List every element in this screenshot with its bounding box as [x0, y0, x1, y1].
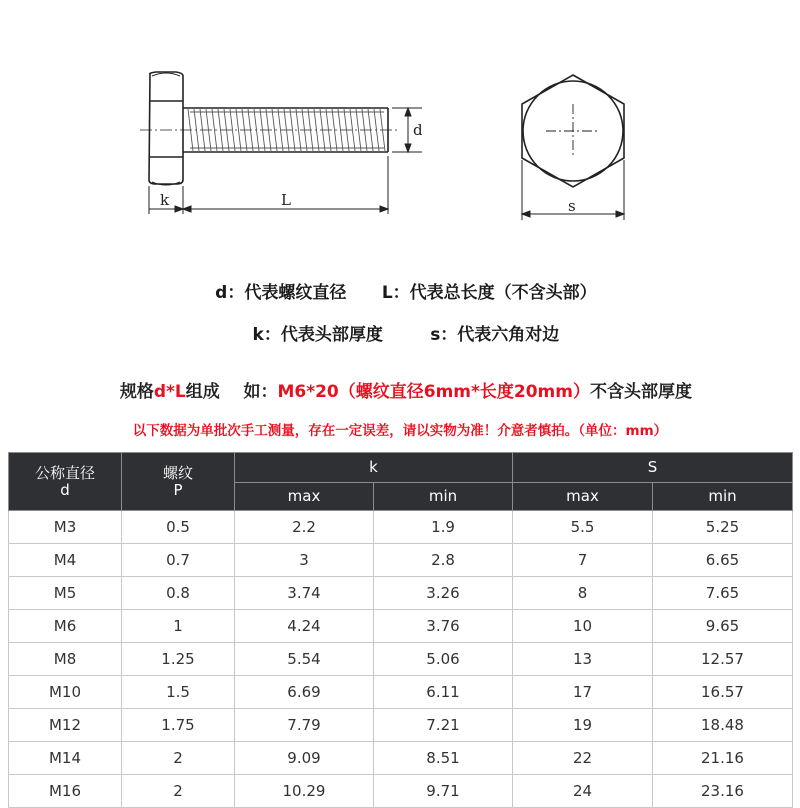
- label-L: L: [281, 191, 291, 209]
- table-cell: 1: [122, 610, 235, 643]
- legend-L: L：代表总长度（不含头部）: [381, 283, 597, 303]
- header-k: k: [235, 453, 513, 483]
- table-cell: 2.8: [374, 544, 513, 577]
- label-k: k: [160, 191, 170, 209]
- table-cell: M8: [9, 643, 122, 676]
- table-cell: 1.9: [374, 511, 513, 544]
- table-row: [9, 511, 793, 544]
- table-cell: 19: [513, 709, 653, 742]
- table-cell: 5.06: [374, 643, 513, 676]
- spec-prefix: 规格: [119, 382, 154, 402]
- bolt-diagram: [0, 0, 800, 240]
- legend-d: d：代表螺纹直径: [215, 283, 347, 303]
- table-cell: 3.26: [374, 577, 513, 610]
- spec-suffix: 不含头部厚度: [589, 382, 692, 402]
- legend-s: s：代表六角对边: [430, 325, 560, 345]
- table-cell: 3: [235, 544, 374, 577]
- table-cell: M4: [9, 544, 122, 577]
- table-cell: 7.65: [653, 577, 793, 610]
- table-cell: M5: [9, 577, 122, 610]
- table-cell: 18.48: [653, 709, 793, 742]
- table-cell: 17: [513, 676, 653, 709]
- table-cell: 3.74: [235, 577, 374, 610]
- table-row: [9, 775, 793, 808]
- table-cell: 16.57: [653, 676, 793, 709]
- header-s-min: min: [653, 483, 793, 511]
- table-cell: 7.21: [374, 709, 513, 742]
- header-nominal-diameter: 公称直径 d: [9, 453, 122, 511]
- table-cell: 8.51: [374, 742, 513, 775]
- table-cell: 6.65: [653, 544, 793, 577]
- table-cell: 5.25: [653, 511, 793, 544]
- table-cell: 0.8: [122, 577, 235, 610]
- table-row: [9, 577, 793, 610]
- table-row: [9, 610, 793, 643]
- table-row: [9, 544, 793, 577]
- spec-example-value: M6*20（螺纹直径6mm*长度20mm）: [277, 382, 590, 402]
- measurement-notice: 以下数据为单批次手工测量，存在一定误差，请以实物为准！介意者慎拍。（单位：mm）: [132, 423, 668, 439]
- table-cell: 0.7: [122, 544, 235, 577]
- table-cell: 7: [513, 544, 653, 577]
- table-row: [9, 643, 793, 676]
- table-cell: 8: [513, 577, 653, 610]
- table-cell: M3: [9, 511, 122, 544]
- header-s: S: [513, 453, 793, 483]
- table-cell: 10.29: [235, 775, 374, 808]
- table-cell: 9.71: [374, 775, 513, 808]
- spec-table: [8, 452, 793, 808]
- table-cell: 24: [513, 775, 653, 808]
- table-cell: M16: [9, 775, 122, 808]
- table-cell: 22: [513, 742, 653, 775]
- table-row: [9, 742, 793, 775]
- table-cell: M10: [9, 676, 122, 709]
- header-s-max: max: [513, 483, 653, 511]
- table-cell: 1.25: [122, 643, 235, 676]
- table-cell: M14: [9, 742, 122, 775]
- table-row: [9, 709, 793, 742]
- label-s: s: [568, 197, 576, 215]
- header-k-min: min: [374, 483, 513, 511]
- table-cell: 5.54: [235, 643, 374, 676]
- table-cell: 5.5: [513, 511, 653, 544]
- table-cell: M6: [9, 610, 122, 643]
- table-cell: 6.11: [374, 676, 513, 709]
- table-cell: M12: [9, 709, 122, 742]
- spec-formula: d*L: [153, 382, 186, 402]
- legend-row-2: [0, 300, 800, 345]
- label-d: d: [413, 121, 423, 139]
- table-cell: 21.16: [653, 742, 793, 775]
- bolt-end-view: [522, 75, 624, 187]
- table-cell: 9.09: [235, 742, 374, 775]
- bolt-side-view: [140, 72, 398, 185]
- header-pitch: 螺纹 P: [122, 453, 235, 511]
- table-cell: 10: [513, 610, 653, 643]
- table-cell: 2: [122, 742, 235, 775]
- legend-row-1: [0, 258, 800, 303]
- table-cell: 12.57: [653, 643, 793, 676]
- spec-example: [0, 357, 800, 402]
- table-cell: 4.24: [235, 610, 374, 643]
- table-cell: 3.76: [374, 610, 513, 643]
- table-cell: 1.75: [122, 709, 235, 742]
- table-row: [9, 676, 793, 709]
- table-cell: 9.65: [653, 610, 793, 643]
- table-cell: 6.69: [235, 676, 374, 709]
- table-cell: 1.5: [122, 676, 235, 709]
- legend-k: k：代表头部厚度: [252, 325, 383, 345]
- table-cell: 0.5: [122, 511, 235, 544]
- table-cell: 23.16: [653, 775, 793, 808]
- table-cell: 2.2: [235, 511, 374, 544]
- spec-middle: 组成 如：: [185, 382, 278, 402]
- table-cell: 13: [513, 643, 653, 676]
- header-k-max: max: [235, 483, 374, 511]
- table-cell: 2: [122, 775, 235, 808]
- table-cell: 7.79: [235, 709, 374, 742]
